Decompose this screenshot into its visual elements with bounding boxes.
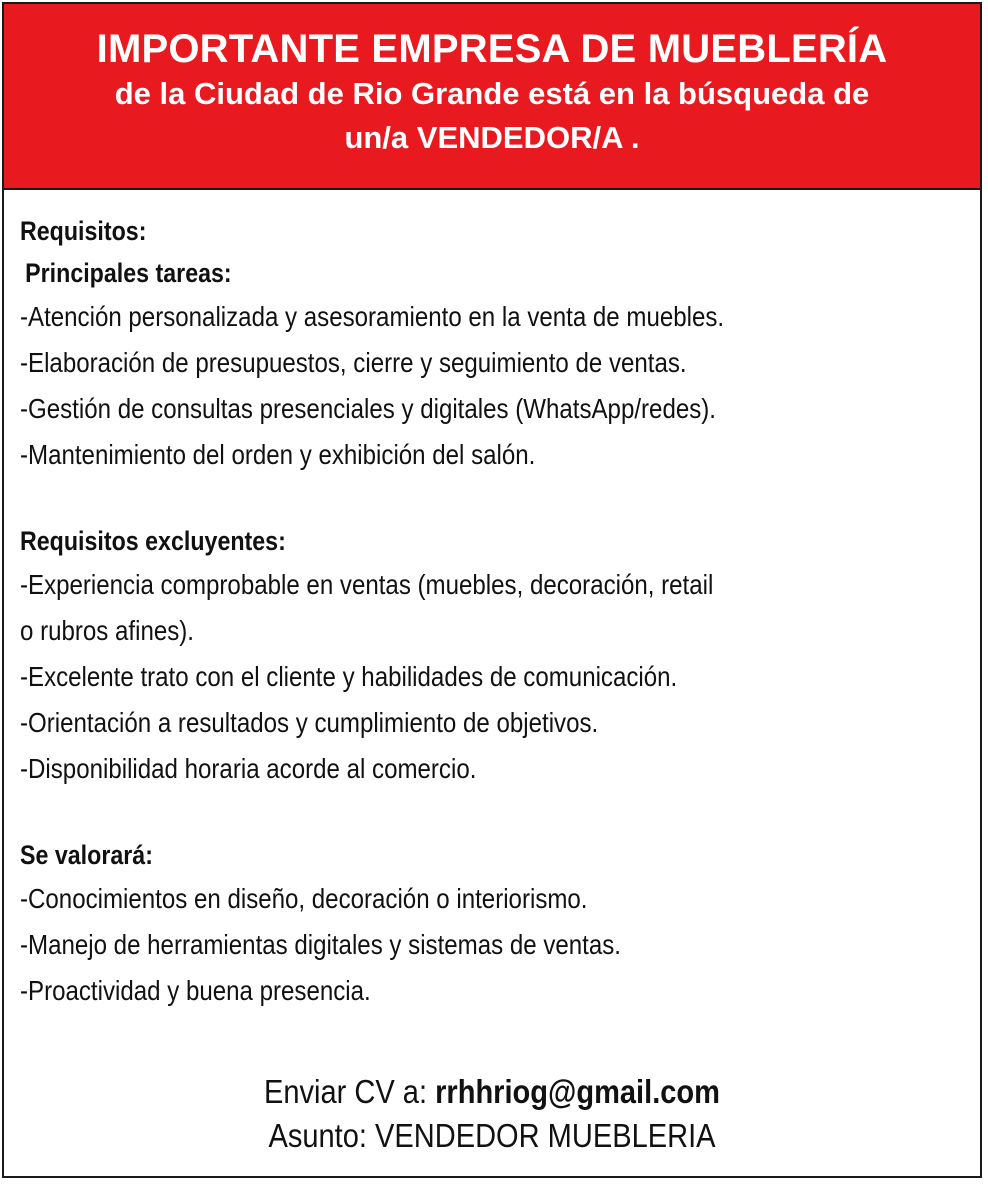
list-item: -Disponibilidad horaria acorde al comercio. bbox=[20, 753, 477, 784]
excluyentes-list bbox=[20, 562, 970, 792]
tareas-heading: Principales tareas: bbox=[25, 258, 232, 288]
contact-email[interactable]: rrhhriog@gmail.com bbox=[435, 1073, 720, 1110]
cv-label: Enviar CV a: bbox=[264, 1073, 436, 1110]
list-item: -Experiencia comprobable en ventas (muebles, decoración, retail bbox=[20, 569, 714, 600]
excluyentes-heading: Requisitos excluyentes: bbox=[20, 526, 286, 556]
valorara-heading: Se valorará: bbox=[20, 840, 153, 870]
list-item: -Orientación a resultados y cumplimiento de objetivos. bbox=[20, 707, 599, 738]
list-item: o rubros afines). bbox=[20, 615, 195, 646]
header-title: IMPORTANTE EMPRESA DE MUEBLERÍA bbox=[96, 27, 888, 71]
contact-footer bbox=[4, 1070, 980, 1158]
header-subtitle: de la Ciudad de Rio Grande está en la búsqueda de bbox=[114, 76, 870, 111]
valorara-list bbox=[20, 876, 970, 1014]
spacer bbox=[20, 792, 970, 834]
requisitos-heading: Requisitos: bbox=[20, 216, 147, 246]
header-position: un/a VENDEDOR/A . bbox=[344, 120, 640, 155]
list-item: -Excelente trato con el cliente y habilidades de comunicación. bbox=[20, 661, 678, 692]
list-item: -Mantenimiento del orden y exhibición del salón. bbox=[20, 439, 536, 470]
list-item: -Proactividad y buena presencia. bbox=[20, 975, 371, 1006]
tareas-list bbox=[20, 294, 970, 478]
spacer bbox=[20, 478, 970, 520]
ad-body bbox=[20, 210, 970, 1014]
list-item: -Gestión de consultas presenciales y digitales (WhatsApp/redes). bbox=[20, 393, 716, 424]
cv-line bbox=[63, 1070, 922, 1114]
list-item: -Conocimientos en diseño, decoración o interiorismo. bbox=[20, 883, 588, 914]
list-item: -Atención personalizada y asesoramiento en la venta de muebles. bbox=[20, 301, 725, 332]
subject-line: Asunto: VENDEDOR MUEBLERIA bbox=[268, 1117, 716, 1154]
header-banner bbox=[4, 4, 980, 190]
job-ad bbox=[2, 2, 982, 1178]
list-item: -Manejo de herramientas digitales y sistemas de ventas. bbox=[20, 929, 621, 960]
list-item: -Elaboración de presupuestos, cierre y seguimiento de ventas. bbox=[20, 347, 687, 378]
